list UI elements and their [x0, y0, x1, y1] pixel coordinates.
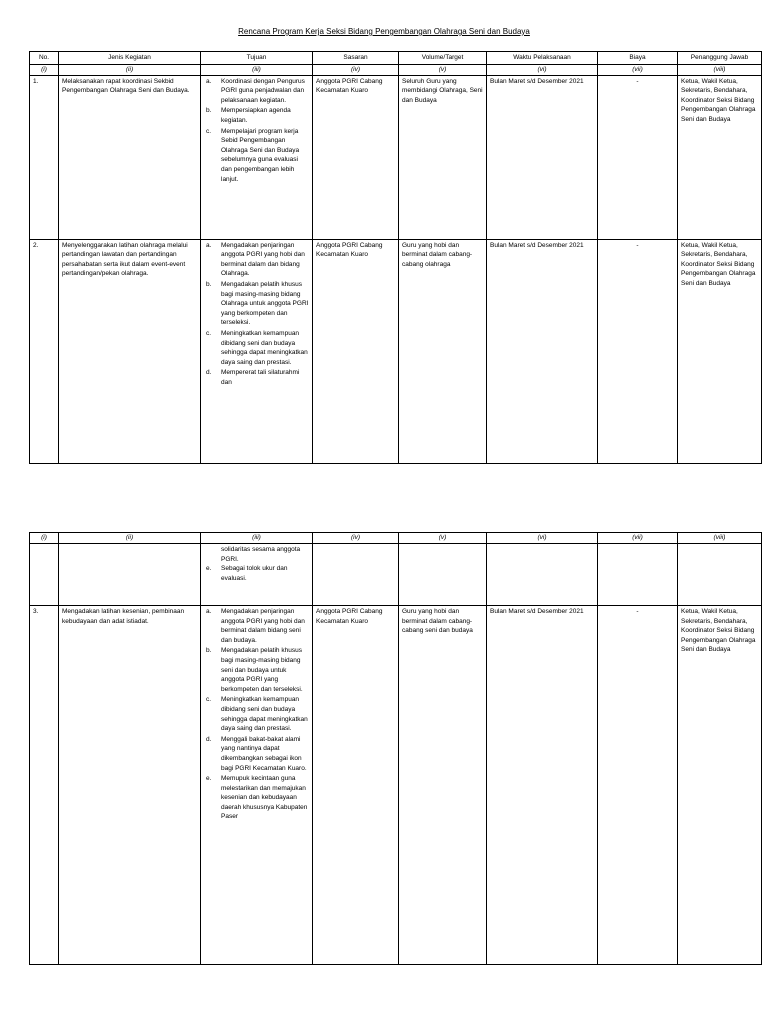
list-item-text: Koordinasi dengan Pengurus PGRI guna penjadwalan dan pelaksanaan kegiatan.: [221, 77, 305, 104]
tujuan-cell: [201, 75, 313, 239]
column-number: (v): [399, 533, 487, 544]
column-number-row: [30, 64, 762, 75]
list-item-text: Memupuk kecintaan guna melestarikan dan memajukan kesenian dan kebudayaan daerah khususnya Kabupaten Paser: [221, 775, 308, 821]
header-volume-target: Volume/Target: [399, 52, 487, 65]
table-row: [30, 75, 762, 239]
column-number: (iii): [201, 533, 313, 544]
list-marker: e.: [206, 565, 212, 573]
empty-cell: [399, 544, 487, 606]
list-item-text: Menggali bakat-bakat alami yang nantinya dapat dikembangkan sebagai ikon bagi PGRI Kecamatan Kuaro.: [221, 735, 307, 772]
penanggung-jawab-cell: Ketua, Wakil Ketua, Sekretaris, Bendahara, Koordinator Seksi Bidang Pengembangan Olahraga Seni dan Budaya: [678, 606, 762, 965]
list-item-text: Mengadakan pelatih khusus bagi masing-masing bidang Olahraga untuk anggota PGRI yang berkompeten dan terseleksi.: [221, 280, 309, 327]
tujuan-cell: [201, 606, 313, 965]
list-marker: b.: [206, 647, 212, 655]
column-number: (vi): [487, 64, 598, 75]
waktu-pelaksanaan-cell: Bulan Maret s/d Desember 2021: [487, 75, 598, 239]
row-number: 3.: [30, 606, 59, 965]
column-number-row: [30, 533, 762, 544]
list-marker: c.: [206, 696, 212, 704]
penanggung-jawab-cell: Ketua, Wakil Ketua, Sekretaris, Bendahara, Koordinator Seksi Bidang Pengembangan Olahraga Seni dan Budaya: [678, 239, 762, 463]
empty-cell: [487, 544, 598, 606]
waktu-pelaksanaan-cell: Bulan Maret s/d Desember 2021: [487, 239, 598, 463]
list-item: [206, 280, 309, 328]
list-marker: c.: [206, 127, 212, 135]
column-number: (i): [30, 64, 59, 75]
tujuan-cell: [201, 544, 313, 606]
list-item: [206, 695, 309, 733]
volume-target-cell: Guru yang hobi dan berminat dalam cabang-cabang olahraga: [399, 239, 487, 463]
column-number: (viii): [678, 533, 762, 544]
list-marker: e.: [206, 775, 212, 783]
penanggung-jawab-cell: Ketua, Wakil Ketua, Sekretaris, Bendahara, Koordinator Seksi Bidang Pengembangan Olahraga Seni dan Budaya: [678, 75, 762, 239]
column-number: (ii): [59, 533, 201, 544]
header-no: No.: [30, 52, 59, 65]
list-marker: c.: [206, 329, 212, 337]
tujuan-cell: [201, 239, 313, 463]
header-penanggung-jawab: Penanggung Jawab: [678, 52, 762, 65]
column-number: (iv): [313, 533, 399, 544]
table-row: [30, 606, 762, 965]
list-item-text: Mengadakan penjaringan anggota PGRI yang hobi dan berminat dalam bidang seni dan budaya.: [221, 608, 305, 644]
sasaran-cell: Anggota PGRI Cabang Kecamatan Kuaro: [313, 75, 399, 239]
column-number: (vi): [487, 533, 598, 544]
document-title: Rencana Program Kerja Seksi Bidang Pengembangan Olahraga Seni dan Budaya: [238, 27, 530, 36]
empty-cell: [59, 544, 201, 606]
column-number: (viii): [678, 64, 762, 75]
list-item-text: Mempelajari program kerja Sebid Pengembangan Olahraga Seni dan Budaya sebelumnya guna evaluasi dan pengembangan lebih lanjut.: [221, 127, 300, 183]
list-item-text: Mempersiapkan agenda kegiatan.: [221, 107, 291, 124]
tujuan-list: [204, 241, 309, 388]
header-row: [30, 52, 762, 65]
column-number: (i): [30, 533, 59, 544]
list-marker: b.: [206, 280, 212, 288]
jenis-kegiatan-cell: Melaksanakan rapat koordinasi Sekbid Pengembangan Olahraga Seni dan Budaya.: [59, 75, 201, 239]
column-number: (vii): [598, 533, 678, 544]
list-item: [206, 368, 309, 387]
list-item: [206, 127, 309, 185]
tujuan-list: [204, 607, 309, 822]
list-item-text: Mengadakan penjaringan anggota PGRI yang hobi dan berminat dalam dan bidang Olahraga.: [221, 241, 305, 278]
list-item: [206, 241, 309, 279]
list-marker: d.: [206, 735, 212, 743]
header-jenis-kegiatan: Jenis Kegiatan: [59, 52, 201, 65]
list-item: [206, 646, 309, 694]
list-item: [206, 329, 309, 367]
list-marker: a.: [206, 241, 212, 249]
column-number: (iv): [313, 64, 399, 75]
list-item-text: Meningkatkan kemampuan dibidang seni dan budaya sehingga dapat meningkatkan daya saing dan prestasi.: [221, 329, 308, 366]
list-marker: a.: [206, 77, 212, 85]
empty-cell: [30, 544, 59, 606]
row-number: 1.: [30, 75, 59, 239]
jenis-kegiatan-cell: Menyelenggarakan latihan olahraga melalui pertandingan lawatan dan pertandingan persahabatan serta ikut dalam event-event pertandingan/pekan olahraga.: [59, 239, 201, 463]
waktu-pelaksanaan-cell: Bulan Maret s/d Desember 2021: [487, 606, 598, 965]
list-item-text: Sebagai tolok ukur dan evaluasi.: [221, 565, 288, 582]
empty-cell: [313, 544, 399, 606]
list-item-text: Mempererat tali silaturahmi dan: [221, 369, 300, 386]
list-item: [206, 564, 309, 583]
biaya-cell: -: [598, 239, 678, 463]
row-number: 2.: [30, 239, 59, 463]
list-item: [206, 77, 309, 106]
column-number: (v): [399, 64, 487, 75]
list-item: [206, 774, 309, 822]
header-biaya: Biaya: [598, 52, 678, 65]
program-table-page-2: [29, 532, 762, 965]
empty-cell: [598, 544, 678, 606]
jenis-kegiatan-cell: Mengadakan latihan kesenian, pembinaan kebudayaan dan adat istiadat.: [59, 606, 201, 965]
header-sasaran: Sasaran: [313, 52, 399, 65]
tujuan-list: [204, 564, 309, 583]
biaya-cell: -: [598, 606, 678, 965]
table-row: [30, 239, 762, 463]
list-marker: a.: [206, 608, 212, 615]
list-item: [206, 607, 309, 645]
sasaran-cell: Anggota PGRI Cabang Kecamatan Kuaro: [313, 606, 399, 965]
volume-target-cell: Seluruh Guru yang membidangi Olahraga, Seni dan Budaya: [399, 75, 487, 239]
list-item-text: Meningkatkan kemampuan dibidang seni dan budaya sehingga dapat meningkatkan daya saing dan prestasi.: [221, 696, 308, 733]
biaya-cell: -: [598, 75, 678, 239]
tujuan-list: [204, 77, 309, 185]
list-item-text: Mengadakan pelatih khusus bagi masing-masing bidang seni dan budaya untuk anggota PGRI yang berkompeten dan terseleksi.: [221, 647, 303, 693]
list-marker: d.: [206, 369, 212, 377]
continuation-row: [30, 544, 762, 606]
list-marker: b.: [206, 107, 212, 115]
header-tujuan: Tujuan: [201, 52, 313, 65]
column-number: (iii): [201, 64, 313, 75]
program-table-page-1: [29, 51, 762, 464]
column-number: (ii): [59, 64, 201, 75]
column-number: (vii): [598, 64, 678, 75]
empty-cell: [678, 544, 762, 606]
header-waktu-pelaksanaan: Waktu Pelaksanaan: [487, 52, 598, 65]
list-item: [206, 735, 309, 773]
list-item: [206, 106, 309, 125]
sasaran-cell: Anggota PGRI Cabang Kecamatan Kuaro: [313, 239, 399, 463]
volume-target-cell: Guru yang hobi dan berminat dalam cabang-cabang seni dan budaya: [399, 606, 487, 965]
continuation-text: solidaritas sesama anggota PGRI.: [221, 546, 301, 563]
